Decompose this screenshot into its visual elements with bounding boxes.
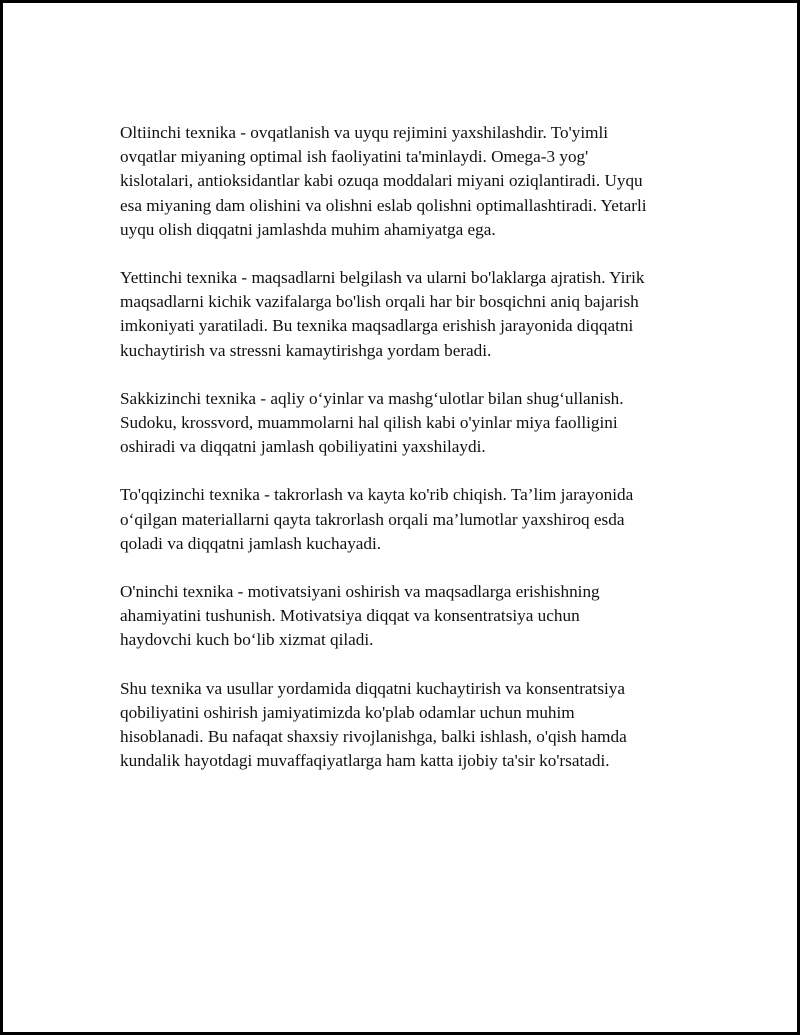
text-line: kundalik hayotdagi muvaffaqiyatlarga ham katta ijobiy ta'sir ko'rsatadi. bbox=[120, 751, 610, 771]
text-line: kuchaytirish va stressni kamaytirishga yordam beradi. bbox=[120, 340, 492, 360]
text-line: imkoniyati yaratiladi. Bu texnika maqsadlarga erishish jarayonida diqqatni bbox=[120, 316, 634, 336]
text-line: O'ninchi texnika - motivatsiyani oshirish va maqsadlarga erishishning bbox=[120, 582, 600, 602]
text-line: To'qqizinchi texnika - takrorlash va kayta ko'rib chiqish. Ta’lim jarayonida bbox=[120, 485, 634, 505]
text-line: ahamiyatini tushunish. Motivatsiya diqqat va konsentratsiya uchun bbox=[120, 606, 580, 626]
document-body bbox=[120, 121, 720, 797]
text-line: Yettinchi texnika - maqsadlarni belgilash va ularni bo'laklarga ajratish. Yirik bbox=[120, 268, 645, 288]
paragraph-tenth-technique bbox=[120, 580, 720, 653]
text-line: maqsadlarni kichik vazifalarga bo'lish orqali har bir bosqichni aniq bajarish bbox=[120, 292, 639, 312]
text-line: Shu texnika va usullar yordamida diqqatni kuchaytirish va konsentratsiya bbox=[120, 678, 626, 698]
text-line: qobiliyatini oshirish jamiyatimizda ko'plab odamlar uchun muhim bbox=[120, 702, 575, 722]
text-line: esa miyaning dam olishini va olishni eslab qolishni optimallashtiradi. Yetarli bbox=[120, 195, 647, 215]
text-line: haydovchi kuch bo‘lib xizmat qiladi. bbox=[120, 630, 374, 650]
text-line: hisoblanadi. Bu nafaqat shaxsiy rivojlanishga, balki ishlash, o'qish hamda bbox=[120, 727, 627, 747]
paragraph-conclusion bbox=[120, 677, 720, 774]
text-line: o‘qilgan materiallarni qayta takrorlash orqali ma’lumotlar yaxshiroq esda bbox=[120, 509, 625, 529]
text-line: Oltiinchi texnika - ovqatlanish va uyqu rejimini yaxshilashdir. To'yimli bbox=[120, 123, 609, 142]
paragraph-eighth-technique bbox=[120, 387, 720, 460]
text-line: oshiradi va diqqatni jamlash qobiliyatini yaxshilaydi. bbox=[120, 437, 486, 457]
text-line: uyqu olish diqqatni jamlashda muhim ahamiyatga ega. bbox=[120, 219, 496, 239]
text-line: kislotalari, antioksidantlar kabi ozuqa moddalari miyani oziqlantiradi. Uyqu bbox=[120, 171, 643, 191]
paragraph-seventh-technique bbox=[120, 266, 720, 363]
text-line: ovqatlar miyaning optimal ish faoliyatini ta'minlaydi. Omega-3 yog' bbox=[120, 147, 589, 167]
text-line: qoladi va diqqatni jamlash kuchayadi. bbox=[120, 533, 382, 553]
paragraph-sixth-technique bbox=[120, 121, 720, 242]
paragraph-ninth-technique bbox=[120, 483, 720, 556]
text-line: Sakkizinchi texnika - aqliy o‘yinlar va mashg‘ulotlar bilan shug‘ullanish. bbox=[120, 388, 624, 408]
text-line: Sudoku, krossvord, muammolarni hal qilish kabi o'yinlar miya faolligini bbox=[120, 413, 618, 433]
